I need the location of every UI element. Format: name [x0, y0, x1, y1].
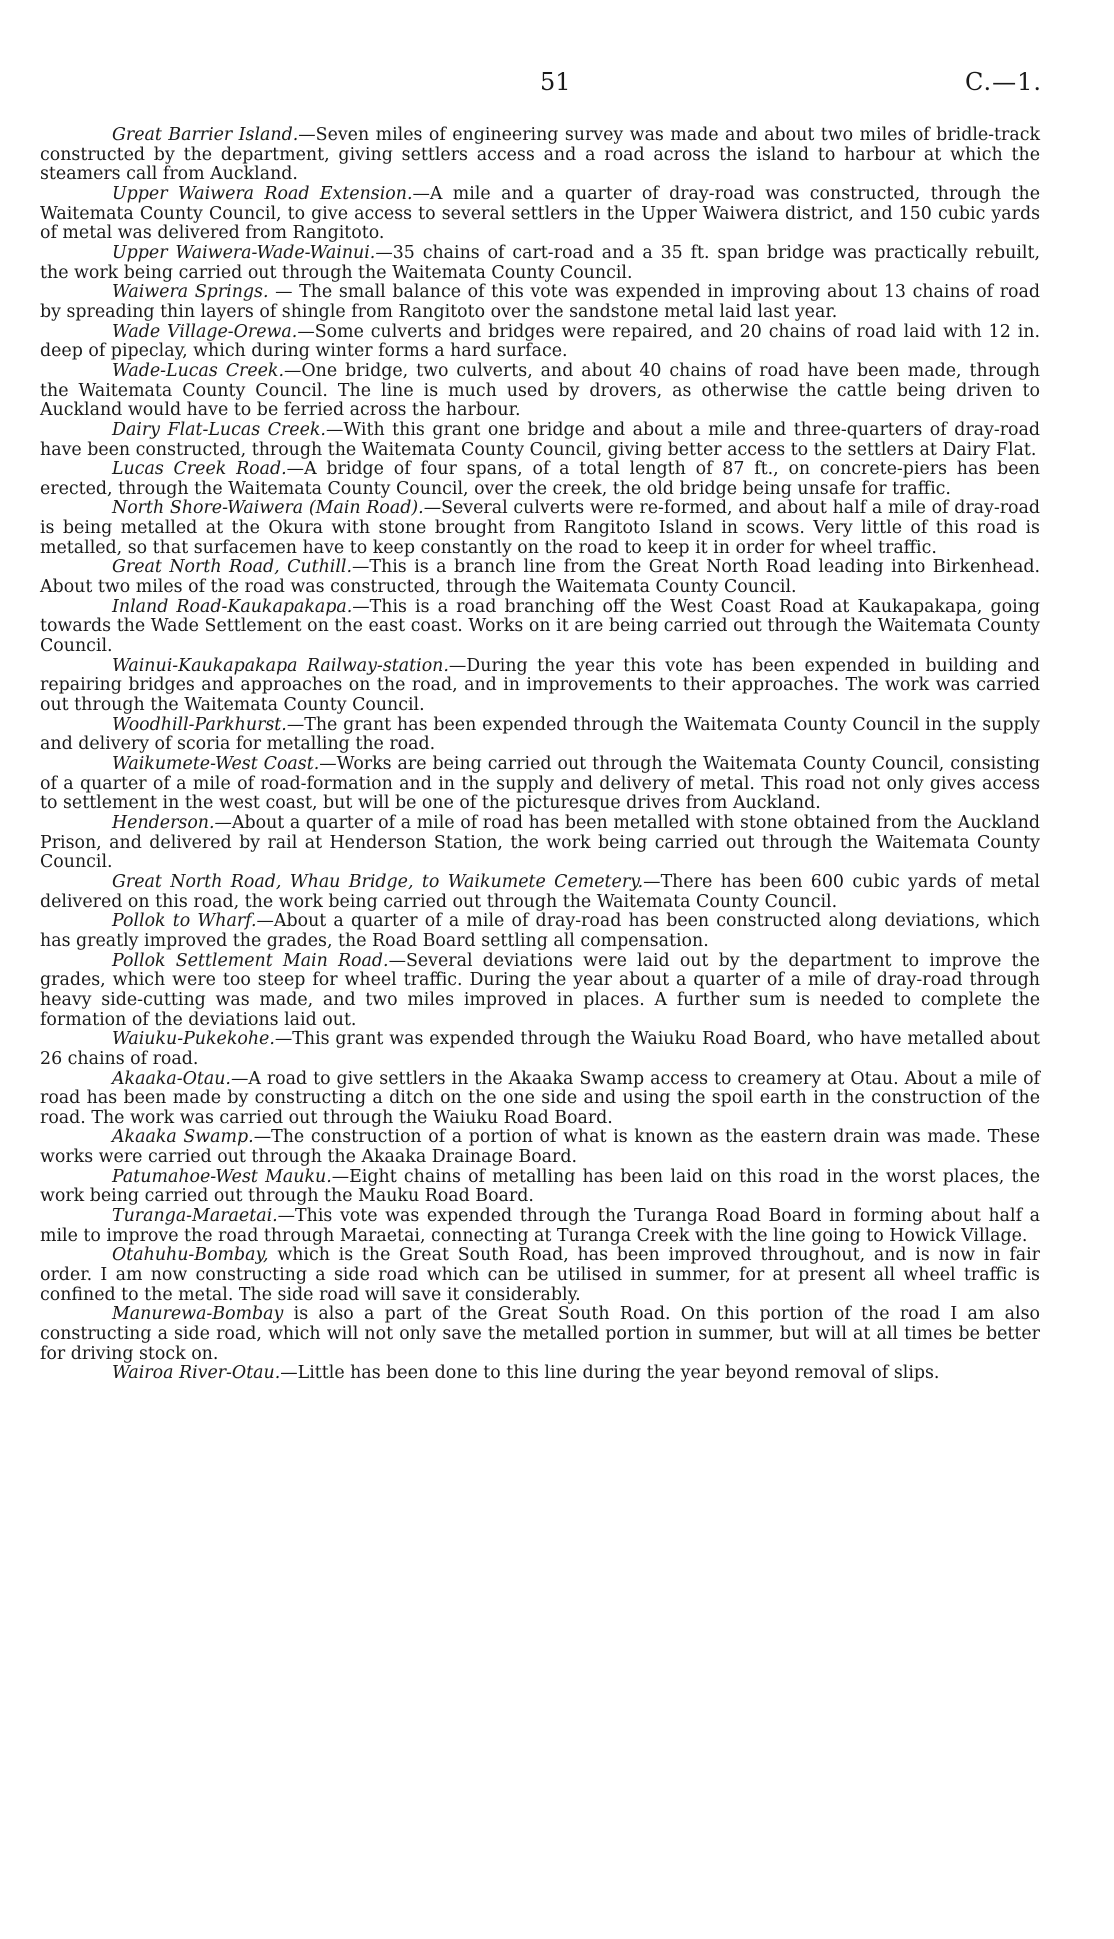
page-header	[0, 68, 1114, 98]
paragraph-heading: Akaaka Swamp.	[112, 1127, 254, 1148]
paragraph-text: —About a quarter of a mile of dray-road has been constructed along deviations, which has greatly improved the grades, the Road Board settling all compensation.	[40, 911, 1040, 951]
paragraph-heading: Inland Road-Kaukapakapa.	[112, 596, 353, 617]
paragraph	[40, 952, 1040, 1031]
paragraph-heading: Otahuhu-Bombay,	[112, 1245, 269, 1266]
paragraph-text: —With this grant one bridge and about a mile and three-quarters of dray-road have been constructed, through the Waitemata County Council, giving better access to the settlers at Dairy Flat.	[40, 419, 1040, 460]
paragraph-heading: Pollok to Wharf.	[112, 911, 257, 932]
paragraph-text: —A mile and a quarter of dray-road was constructed, through the Waitemata County Council, to give access to several settlers in the Upper Waiwera district, and 150 cubic yards of metal was delivered from Rangitoto.	[40, 183, 1041, 244]
paragraph-heading: Patumahoe-West Mauku.	[112, 1166, 332, 1187]
paragraph-heading: North Shore-Waiwera (Main Road).	[112, 498, 424, 519]
paragraph-text: —This grant was expended through the Waiuku Road Board, who have metalled about 26 chains of road.	[40, 1029, 1040, 1069]
paragraph-text: —This is a branch line from the Great North Road leading into Birkenhead. About two miles of the road was constructed, through the Waitemata County Council.	[40, 557, 1040, 598]
paragraph-text: —Some culverts and bridges were repaired, and 20 chains of road laid with 12 in. deep of pipeclay, which during winter forms a hard surface.	[40, 321, 1040, 362]
paragraph	[40, 814, 1040, 873]
paragraph	[40, 1246, 1040, 1305]
paragraph-heading: Lucas Creek Road.	[112, 459, 287, 480]
paragraph	[40, 1168, 1040, 1207]
paragraph	[40, 1030, 1040, 1069]
body-text	[40, 126, 1040, 1384]
paragraph	[40, 499, 1040, 558]
paragraph	[40, 755, 1040, 814]
paragraph-heading: Woodhill-Parkhurst.	[112, 714, 287, 735]
paragraph-heading: Turanga-Maraetai.	[112, 1206, 278, 1227]
paragraph	[40, 598, 1040, 657]
paragraph-text: —Seven miles of engineering survey was made and about two miles of bridle-track constructed by the department, giving settlers access and a road across the island to harbour at which the steamers call from Auckland.	[40, 125, 1040, 185]
paragraph	[40, 244, 1040, 283]
paragraph	[40, 323, 1040, 362]
paragraph-heading: Great North Road, Cuthill.	[112, 557, 353, 578]
paragraph-text: —A road to give settlers in the Akaaka Swamp access to creamery at Otau. About a mile of road has been made by constructing a ditch on the one side and using the spoil earth in the construction of the road. The work was carried out through the Waiuku Road Board.	[40, 1068, 1040, 1128]
paragraph-text: — The small balance of this vote was expended in improving about 13 chains of road by spreading thin layers of shingle from Rangitoto over the sandstone metal laid last year.	[40, 282, 1040, 322]
paragraph	[40, 558, 1040, 597]
paragraph-text: —Eight chains of metalling has been laid on this road in the worst places, the work being carried out through the Mauku Road Board.	[40, 1166, 1040, 1207]
paragraph-text: —Little has been done to this line during the year beyond removal of slips.	[280, 1363, 940, 1384]
paragraph-heading: Great North Road, Whau Bridge, to Waikumete Cemetery.	[112, 871, 644, 892]
paragraph-heading: Dairy Flat-Lucas Creek.	[112, 419, 326, 440]
paragraph-heading: Waiwera Springs.	[112, 282, 269, 303]
paragraph-heading: Upper Waiwera-Wade-Wainui.	[112, 242, 376, 263]
paragraph-text: —The grant has been expended through the Waitemata County Council in the supply and delivery of scoria for metalling the road.	[40, 714, 1040, 755]
paragraph-heading: Waiuku-Pukekohe.	[112, 1029, 275, 1050]
paragraph-heading: Wainui-Kaukapakapa Railway-station.	[112, 655, 449, 676]
document-reference: C.—1.	[964, 68, 1042, 96]
paragraph-heading: Upper Waiwera Road Extension.	[112, 183, 413, 204]
paragraph-text: —A bridge of four spans, of a total length of 87 ft., on concrete-piers has been erected, through the Waitemata County Council, over the creek, the old bridge being unsafe for traffic.	[40, 459, 1040, 499]
paragraph-text: —During the year this vote has been expended in building and repairing bridges and approaches on the road, and in improvements to their approaches. The work was carried out through the Waitemata County Council.	[40, 655, 1040, 716]
paragraph-text: —One bridge, two culverts, and about 40 chains of road have been made, through the Waitemata County Council. The line is much used by drovers, as otherwise the cattle being driven to Auckland would have to be ferried across the harbour.	[40, 360, 1041, 421]
paragraph-heading: Manurewa-Bombay	[112, 1304, 284, 1325]
paragraph-text: which is the Great South Road, has been improved throughout, and is now in fair order. I am now constructing a side road which can be utilised in summer, for at present all wheel traffic is confined to the metal. The side road will save it considerably.	[40, 1245, 1040, 1305]
paragraph-text: —There has been 600 cubic yards of metal delivered on this road, the work being carried out through the Waitemata County Council.	[40, 871, 1040, 912]
paragraph-heading: Wairoa River-Otau.	[112, 1363, 281, 1384]
paragraph-heading: Pollok Settlement Main Road.	[112, 950, 389, 971]
paragraph-text: —This is a road branching off the West Coast Road at Kaukapakapa, going towards the Wade Settlement on the east coast. Works on it are being carried out through the Waitemata County Council.	[40, 596, 1040, 657]
paragraph	[40, 362, 1040, 421]
paragraph-heading: Wade Village-Orewa.	[112, 321, 298, 342]
paragraph-text: is also a part of the Great South Road. On this portion of the road I am also constructing a side road, which will not only save the metalled portion in summer, but will at all times be better for driving stock on.	[40, 1304, 1040, 1364]
paragraph-text: —35 chains of cart-road and a 35 ft. span bridge was practically rebuilt, the work being carried out through the Waitemata County Council.	[40, 242, 1040, 283]
paragraph	[40, 283, 1040, 322]
paragraph-heading: Wade-Lucas Creek.	[112, 360, 285, 381]
paragraph-text: —Works are being carried out through the Waitemata County Council, consisting of a quarter of a mile of road-formation and in the supply and delivery of metal. This road not only gives access to settlement in the west coast, but will be one of the picturesque drives from Auckland.	[40, 754, 1040, 814]
paragraph-text: —About a quarter of a mile of road has been metalled with stone obtained from the Auckland Prison, and delivered by rail at Henderson Station, the work being carried out through the Waitemata County Council.	[40, 812, 1040, 873]
paragraph	[40, 126, 1040, 185]
paragraph	[40, 1070, 1040, 1129]
page-number: 51	[540, 68, 571, 96]
paragraph	[40, 657, 1040, 716]
paragraph	[40, 185, 1040, 244]
paragraph	[40, 1128, 1040, 1167]
paragraph-heading: Great Barrier Island.	[112, 125, 299, 145]
paragraph-heading: Waikumete-West Coast.	[112, 754, 320, 774]
paragraph	[40, 421, 1040, 460]
paragraph-heading: Henderson.	[112, 812, 215, 833]
paragraph-text: —This vote was expended through the Turanga Road Board in forming about half a mile to improve the road through Maraetai, connecting at Turanga Creek with the line going to Howick Village.	[40, 1206, 1040, 1246]
paragraph	[40, 1207, 1040, 1246]
paragraph-text: —Several deviations were laid out by the department to improve the grades, which were too steep for wheel traffic. During the year about a quarter of a mile of dray-road through heavy side-cutting was made, and two miles improved in places. A further sum is needed to complete the formation of the deviations laid out.	[40, 950, 1040, 1030]
paragraph	[40, 1364, 1040, 1384]
paragraph-heading: Akaaka-Otau.	[112, 1068, 231, 1089]
paragraph	[40, 460, 1040, 499]
paragraph	[40, 912, 1040, 951]
paragraph-text: —The construction of a portion of what is known as the eastern drain was made. These works were carried out through the Akaaka Drainage Board.	[40, 1127, 1041, 1168]
paragraph	[40, 1305, 1040, 1364]
paragraph-text: —Several culverts were re-formed, and about half a mile of dray-road is being metalled at the Okura with stone brought from Rangitoto Island in scows. Very little of this road is metalled, so that surfacemen have to keep constantly on the road to keep it in order for wheel traffic.	[40, 498, 1040, 558]
paragraph	[40, 873, 1040, 912]
paragraph	[40, 716, 1040, 755]
